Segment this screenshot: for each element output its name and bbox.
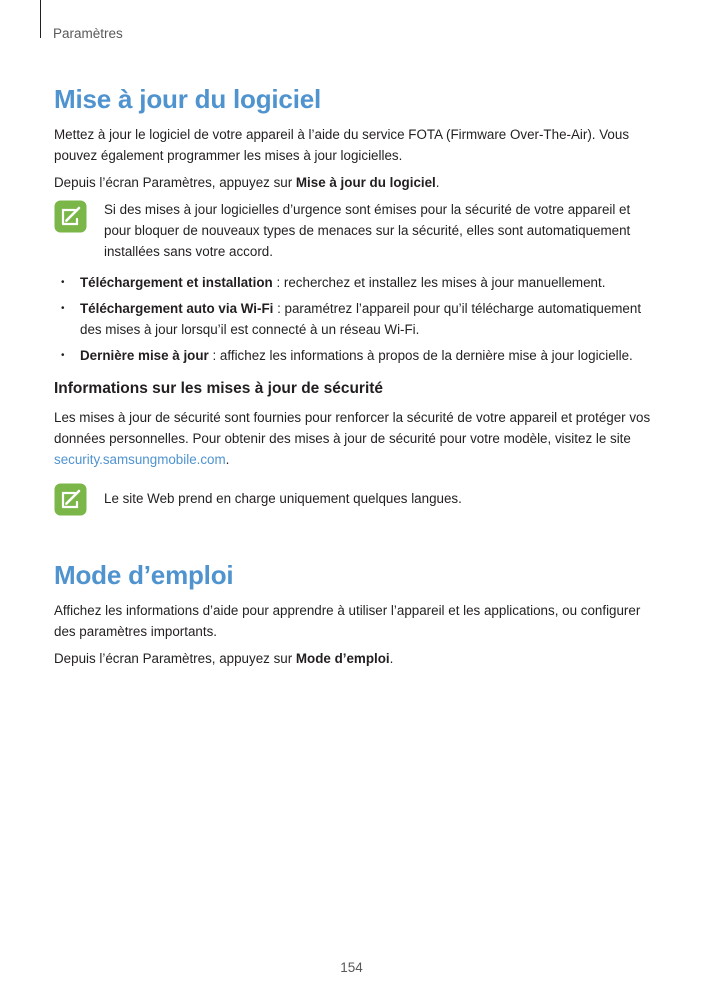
security-info-text bbox=[54, 407, 654, 470]
list-item bbox=[54, 298, 654, 340]
section-user-manual bbox=[54, 554, 654, 669]
software-update-path bbox=[54, 172, 654, 193]
note-emergency-updates bbox=[54, 199, 654, 262]
note-languages-text: Le site Web prend en charge uniquement quelques langues. bbox=[104, 491, 462, 506]
page-content bbox=[54, 78, 654, 669]
option-desc: : paramétrez l’appareil pour qu’il télécharge automatiquement des mises à jour lorsqu’il est connecté à un réseau Wi-Fi. bbox=[80, 301, 642, 337]
software-update-intro: Mettez à jour le logiciel de votre appareil à l’aide du service FOTA (Firmware Over-The-Air). Vous pouvez également programmer les mises à jour logicielles. bbox=[54, 127, 630, 163]
section-title-software-update: Mise à jour du logiciel bbox=[54, 84, 322, 114]
security-info-heading: Informations sur les mises à jour de sécurité bbox=[54, 380, 384, 397]
path-suffix: . bbox=[435, 175, 440, 190]
user-manual-path bbox=[54, 648, 654, 669]
page-corner-mark bbox=[40, 0, 41, 38]
note-languages bbox=[54, 482, 654, 516]
page-header-section: Paramètres bbox=[53, 26, 123, 41]
option-term: Téléchargement auto via Wi-Fi bbox=[80, 301, 274, 316]
option-term: Dernière mise à jour bbox=[80, 348, 209, 363]
path-prefix: Depuis l’écran Paramètres, appuyez sur bbox=[54, 651, 296, 666]
list-item bbox=[54, 345, 654, 366]
security-site-link[interactable]: security.samsungmobile.com bbox=[54, 452, 226, 467]
page-number: 154 bbox=[340, 960, 363, 975]
user-manual-intro: Affichez les informations d’aide pour apprendre à utiliser l’appareil et les applications, ou configurer des paramètres importants. bbox=[54, 603, 641, 639]
list-item bbox=[54, 272, 654, 293]
security-suffix: . bbox=[225, 452, 230, 467]
note-pencil-icon bbox=[54, 483, 87, 516]
option-desc: : recherchez et installez les mises à jour manuellement. bbox=[272, 275, 606, 290]
path-prefix: Depuis l’écran Paramètres, appuyez sur bbox=[54, 175, 296, 190]
path-menu-name: Mode d’emploi bbox=[295, 651, 390, 666]
path-suffix: . bbox=[389, 651, 394, 666]
security-text: Les mises à jour de sécurité sont fournies pour renforcer la sécurité de votre appareil et protéger vos données personnelles. Pour obtenir des mises à jour de sécurité pour votre modèle, visitez le site bbox=[54, 410, 651, 446]
update-options-list bbox=[54, 272, 654, 366]
option-desc: : affichez les informations à propos de la dernière mise à jour logicielle. bbox=[208, 348, 633, 363]
option-term: Téléchargement et installation bbox=[80, 275, 273, 290]
note-emergency-text: Si des mises à jour logicielles d’urgence sont émises pour la sécurité de votre appareil et pour bloquer de nouveaux types de menaces sur la sécurité, elles sont automatiquement installées sans votre accord. bbox=[104, 202, 631, 259]
path-menu-name: Mise à jour du logiciel bbox=[295, 175, 436, 190]
section-title-user-manual: Mode d’emploi bbox=[54, 560, 234, 590]
note-pencil-icon bbox=[54, 200, 87, 233]
